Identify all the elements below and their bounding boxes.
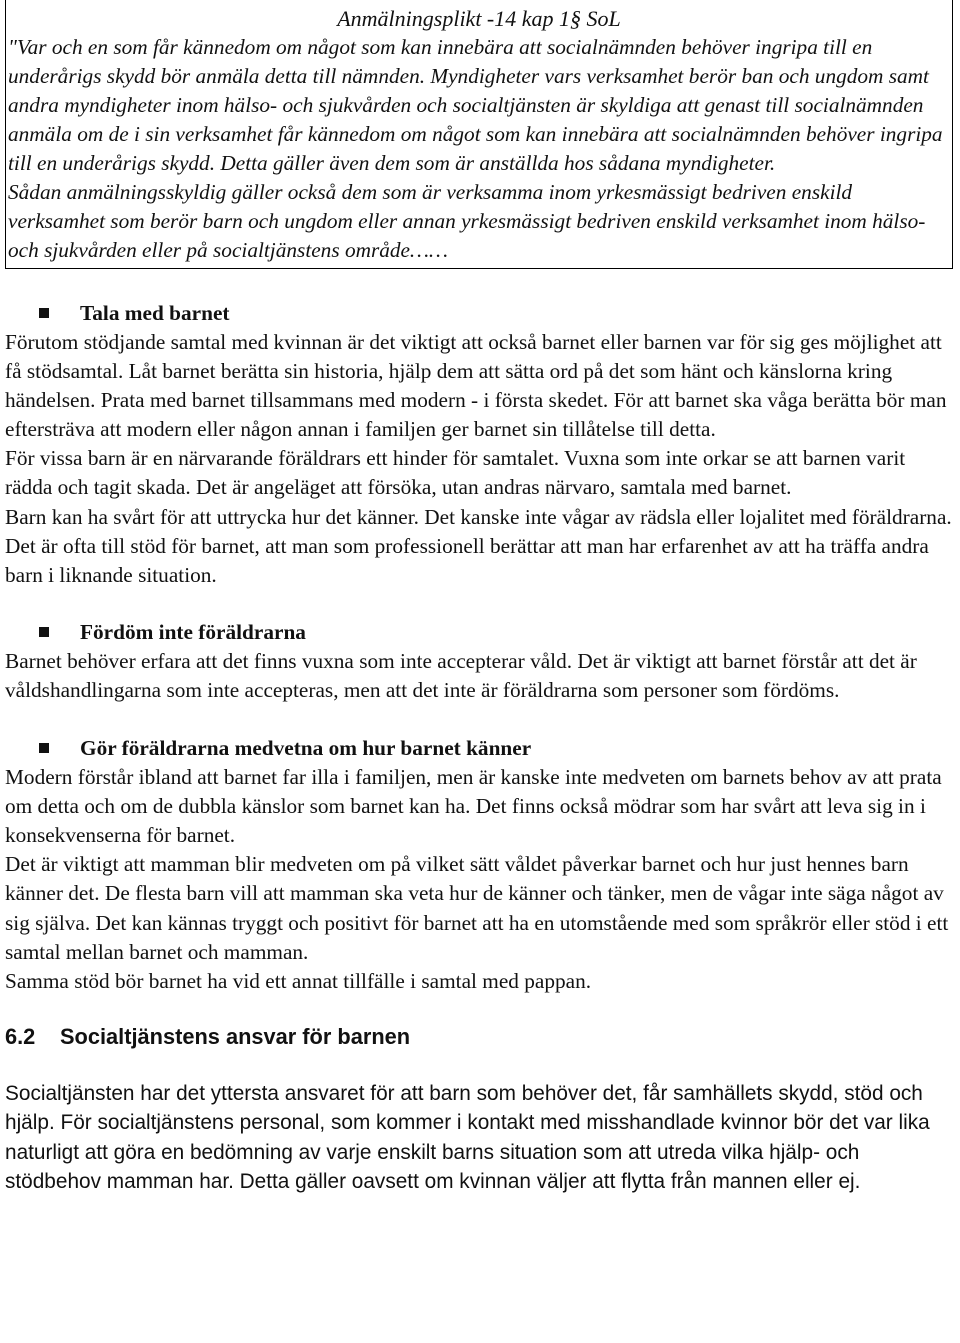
square-bullet-icon bbox=[39, 308, 49, 318]
notice-paragraph: "Var och en som får kännedom om något som kan innebära att socialnämnden behöver ingripa till en underårigs skydd bör anmäla detta till nämnden. Myndigheter vars verksamhet berör ban och ungdom samt andra myndigheter inom hälso- och sjukvården och socialtjänsten är skyldiga att genast till socialnämnden anmäla om de i sin verksamhet får kännedom om något som kan innebära att socialnämnden behöver ingripa till en underårigs skydd. Detta gäller även dem som är anställda hos sådana myndigheter. bbox=[8, 35, 943, 175]
section-paragraph: Modern förstår ibland att barnet far illa i familjen, men är kanske inte medveten om barnets behov av att prata om detta och om de dubbla känslor som barnet kan ha. Det finns också mödrar som har svårt att leva sig in i konsekvenserna för barnet. bbox=[5, 765, 942, 848]
chapter-heading bbox=[5, 1022, 956, 1051]
square-bullet-icon bbox=[39, 743, 49, 753]
section-paragraph: Samma stöd bör barnet ha vid ett annat tillfälle i samtal med pappan. bbox=[5, 968, 592, 993]
section-paragraph: Det är viktigt att mamman blir medveten om på vilket sätt våldet påverkar barnet och hur just hennes barn känner det. De flesta barn vill att mamman ska veta hur de känner och tänker, men de vågar inte säga något av sig själva. Det kan kännas tryggt och positivt för barnet att ha en utomstående med som språkrör eller stöd i ett samtal mellan barnet och mamman. bbox=[5, 852, 949, 964]
section-heading bbox=[5, 618, 956, 647]
section-tala-med-barnet bbox=[5, 299, 956, 590]
section-gor-foraldrarna-medvetna bbox=[5, 734, 956, 996]
section-heading bbox=[5, 299, 956, 328]
section-paragraph: För vissa barn är en närvarande föräldrars ett hinder för samtalet. Vuxna som inte orkar se att barnen varit rädda och tagit skada. Det är angeläget att försöka, utan andras närvaro, samtala med barnet. bbox=[5, 446, 906, 500]
square-bullet-icon bbox=[39, 627, 49, 637]
section-heading-text: Tala med barnet bbox=[80, 301, 230, 325]
legal-notice-box bbox=[5, 0, 953, 269]
notice-title: Anmälningsplikt -14 kap 1§ SoL bbox=[337, 6, 621, 31]
section-heading bbox=[5, 734, 956, 763]
section-paragraph: Barnet behöver erfara att det finns vuxna som inte accepterar våld. Det är viktigt att barnet förstår att det är våldshandlingarna som inte accepteras, men att det inte är föräldrarna som personer som fördöms. bbox=[5, 648, 917, 702]
chapter-title: Socialtjänstens ansvar för barnen bbox=[60, 1023, 411, 1049]
document-page bbox=[5, 0, 956, 1197]
chapter-number: 6.2 bbox=[5, 1023, 36, 1049]
section-paragraph: Barn kan ha svårt för att uttrycka hur det känner. Det kanske inte vågar av rädsla eller lojalitet med föräldrarna. Det är ofta till stöd för barnet, att man som professionell berättar att man har erfarenhet av att ha träffa andra barn i liknande situation. bbox=[5, 504, 952, 587]
section-heading-text: Gör föräldrarna medvetna om hur barnet känner bbox=[80, 736, 532, 761]
chapter-paragraph: Socialtjänsten har det yttersta ansvaret för att barn som behöver det, får samhällets skydd, stöd och hjälp. För socialtjänstens personal, som kommer i kontakt med misshandlade kvinnor bör det var lika naturligt att göra en bedömning av varje enskilt barns situation som att utreda vilka hjälp- och stödbehov mamman har. Detta gäller oavsett om kvinnan väljer att flytta från mannen eller ej. bbox=[5, 1081, 930, 1194]
section-paragraph: Förutom stödjande samtal med kvinnan är det viktigt att också barnet eller barnen var för sig ges möjlighet att få stödsamtal. Låt barnet berätta sin historia, hjälp dem att sätta ord på det som hänt och känslorna kring händelsen. Prata med barnet tillsammans med modern - i första skedet. För att barnet ska våga berätta bör man eftersträva att modern eller någon annan i familjen ger barnet sin tillåtelse till detta. bbox=[5, 330, 947, 442]
notice-paragraph: Sådan anmälningsskyldig gäller också dem som är verksamma inom yrkesmässigt bedriven enskild verksamhet som berör barn och ungdom eller annan yrkesmässigt bedriven enskild verksamhet inom hälso- och sjukvården eller på socialtjänstens område…… bbox=[8, 180, 926, 262]
section-heading-text: Fördöm inte föräldrarna bbox=[80, 619, 306, 644]
section-fordom-inte-foraldrarna bbox=[5, 618, 956, 705]
